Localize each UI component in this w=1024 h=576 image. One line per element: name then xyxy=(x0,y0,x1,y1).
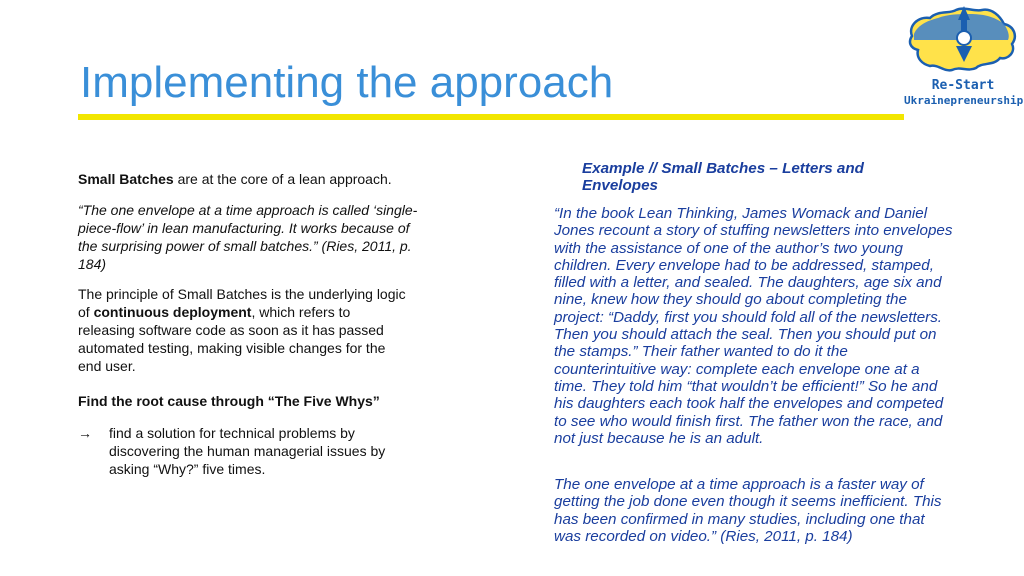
small-batches-intro xyxy=(78,170,392,188)
rocket-stem xyxy=(961,20,967,32)
small-batches-intro-rest: are at the core of a lean approach. xyxy=(173,171,392,187)
cd-text-end: , which refers to releasing software code as soon as it has passed automated testing, making visible changes for the end user. xyxy=(78,304,386,374)
five-whys-heading: Find the root cause through “The Five Whys” xyxy=(78,393,380,409)
cd-text-start: The principle of Small Batches is the underlying logic of xyxy=(78,286,406,320)
envelope-conclusion-quote: The one envelope at a time approach is a faster way of getting the job done even though it seems inefficient. This has been confirmed in many studies, including one that was recorded on video.” (Ries, 2011, p. 184) xyxy=(554,476,942,545)
page-title: Implementing the approach xyxy=(80,58,614,107)
arrow-right-icon: → xyxy=(78,425,92,441)
continuous-deployment-term: continuous deployment xyxy=(93,304,252,320)
logo-line-restart: Re-Start xyxy=(931,78,995,93)
envelope-story-quote: “In the book Lean Thinking, James Womack and Daniel Jones recount a story of stuffing newsletters into envelopes with the assistance of one of the author’s two young children. Every envelope had to be addressed, stamped, filled with a letter, and sealed. The daughters, age six and nine, knew how they should go about completing the project: “Daddy, first you should fold all of the newsletters. Then you should attach the seal. Then you should put on the stamps.” Their father wanted to do it the counterintuitive way: complete each envelope one at a time. They told him “that wouldn’t be efficient!” So he and his daughters each took half the envelopes and competed to see who would finish first. The father won the race, and not just because he is an adult. xyxy=(554,205,953,447)
five-whys-bullet-text: find a solution for technical problems by discovering the human managerial issues by asking “Why?” five times. xyxy=(109,425,386,477)
logo-line-ukrainepreneurship: Ukrainepreneurship xyxy=(904,94,1024,107)
example-heading: Example // Small Batches – Letters and Envelopes xyxy=(582,160,864,195)
rocket-body xyxy=(957,31,971,45)
continuous-deployment-paragraph xyxy=(78,285,408,375)
small-batches-term: Small Batches xyxy=(78,171,174,187)
single-piece-flow-quote: “The one envelope at a time approach is called ‘single-piece-flow’ in lean manufacturing. It works because of the surprising power of small batches.” (Ries, 2011, p. 184) xyxy=(78,202,418,272)
logo-wordmark xyxy=(904,78,1022,108)
title-underline xyxy=(78,114,904,120)
